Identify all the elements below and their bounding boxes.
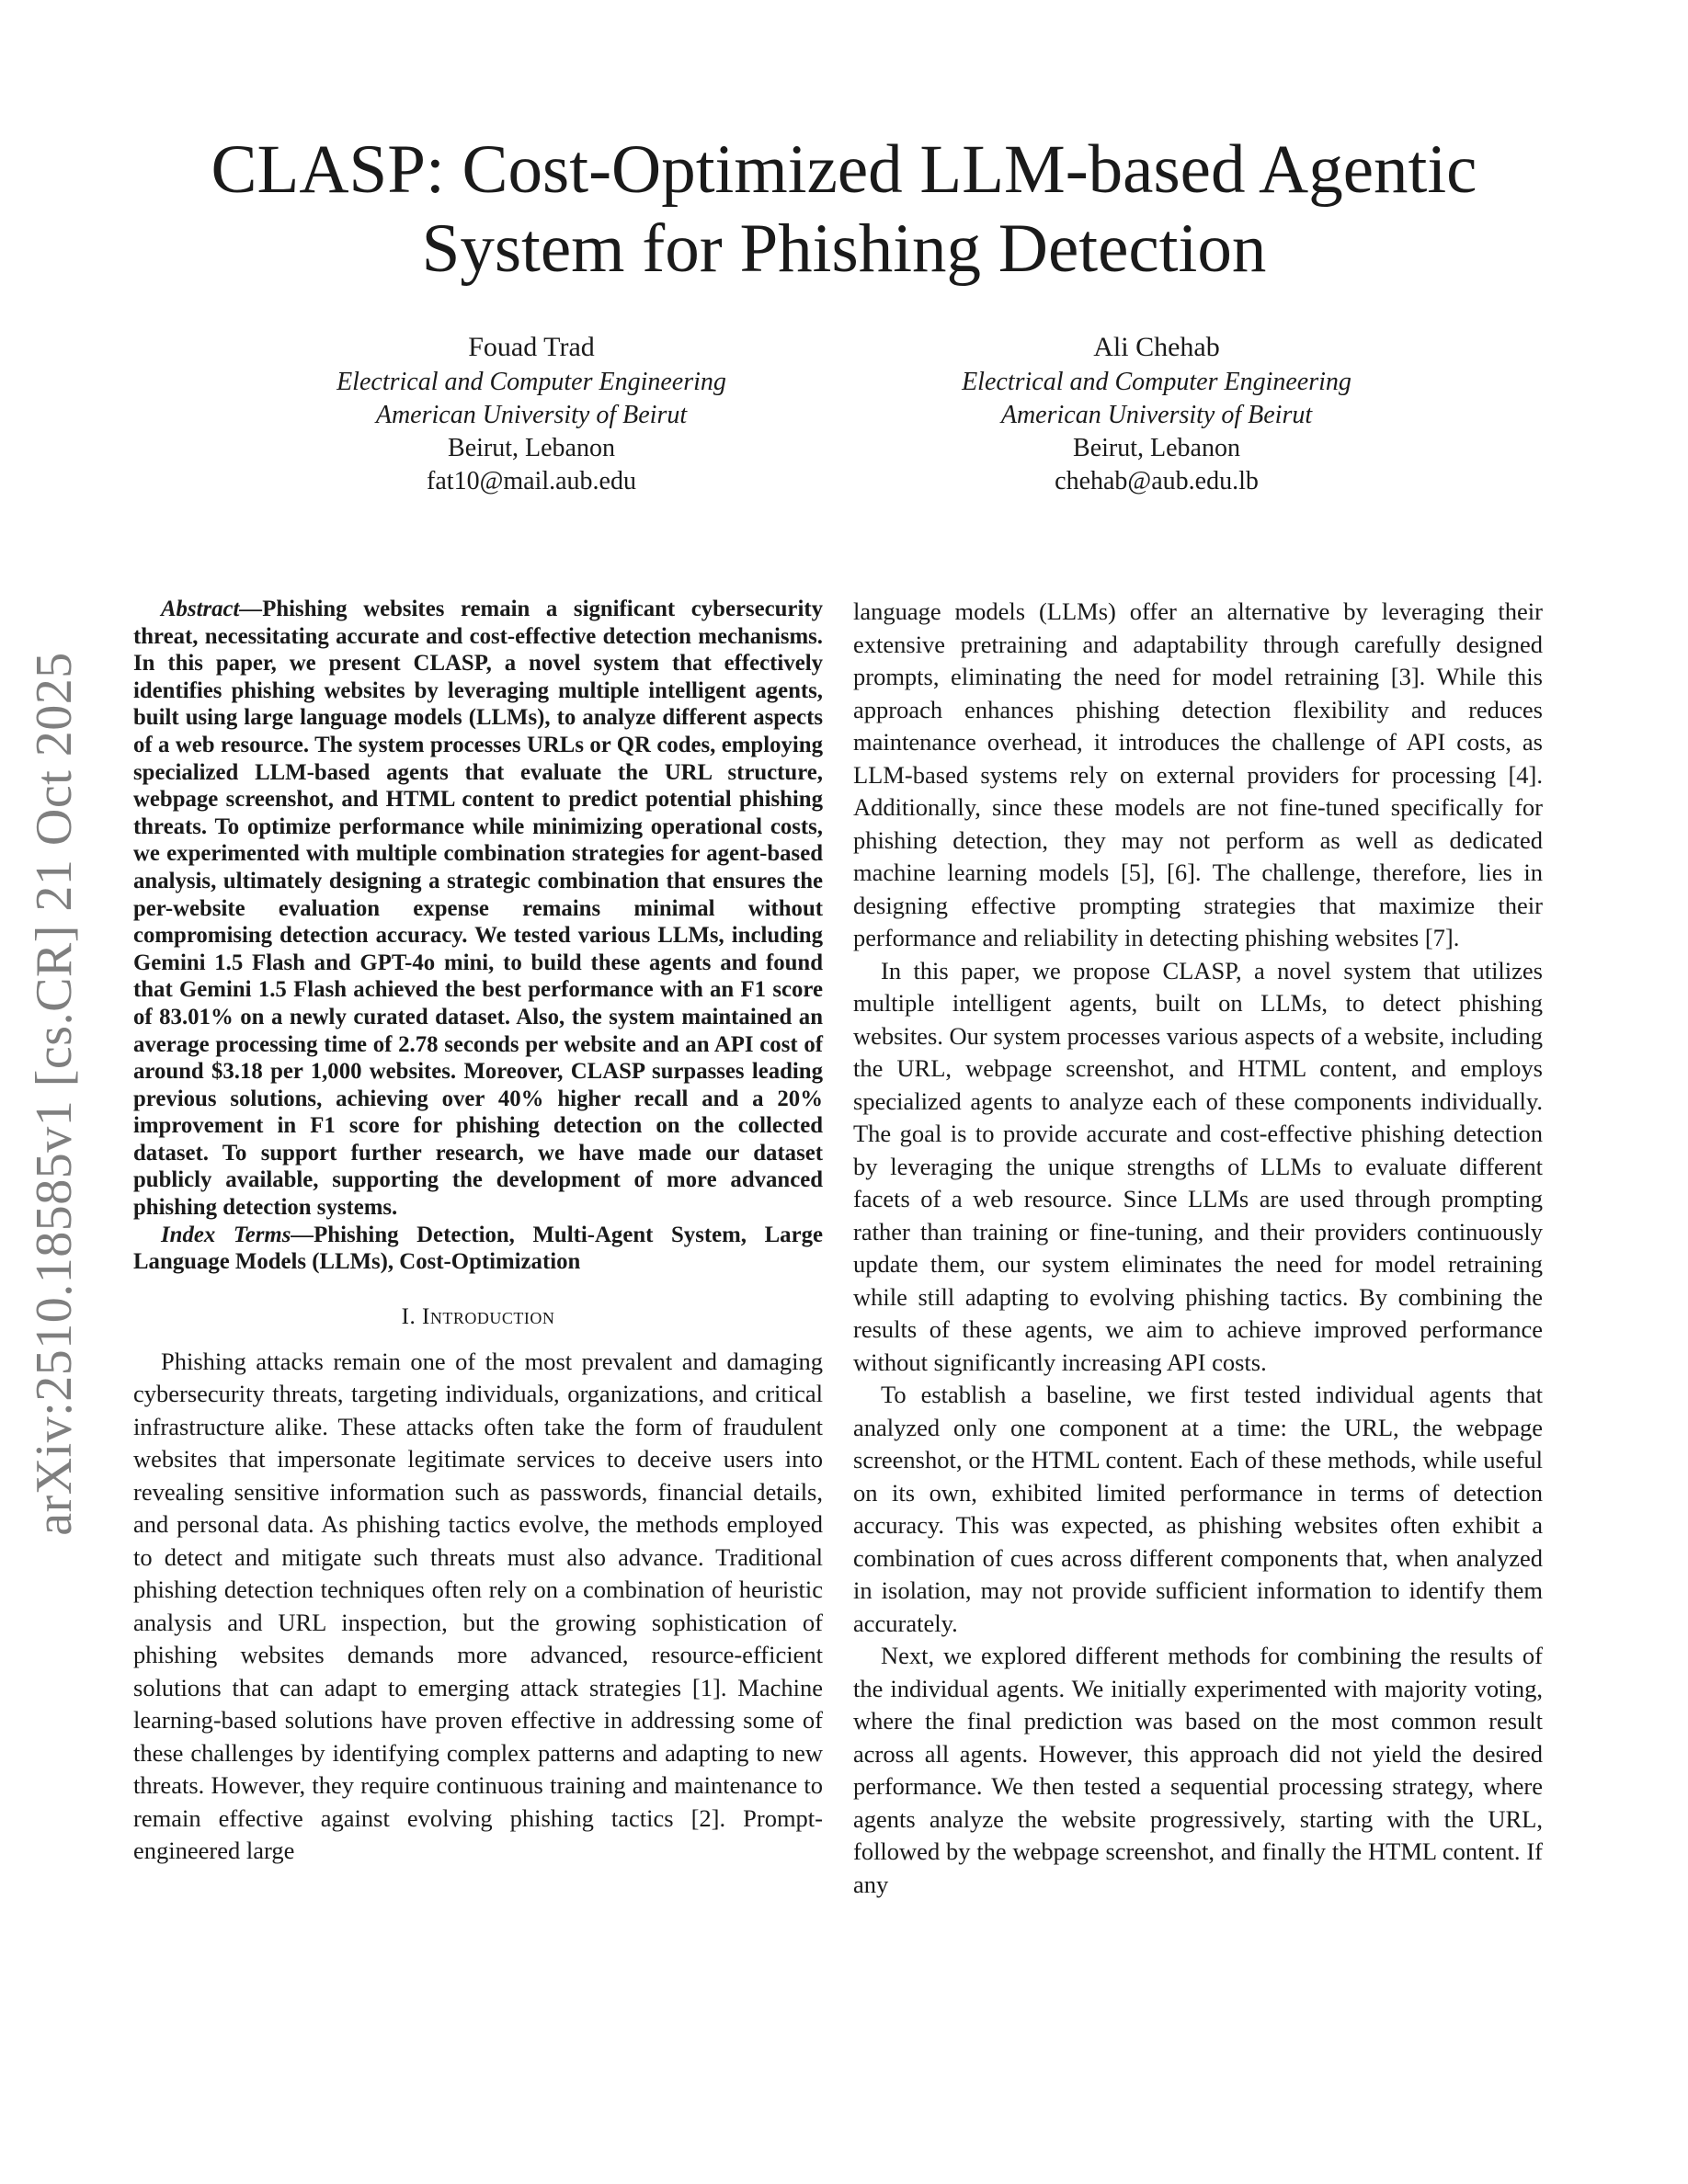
- author-block-2: [835, 329, 1478, 498]
- body-paragraph: Phishing attacks remain one of the most prevalent and damaging cybersecurity threats, targeting individuals, organizations, and critical infrastructure alike. These attacks often take the form of fraudulent websites that impersonate legitimate services to deceive users into revealing sensitive information such as passwords, financial details, and personal data. As phishing tactics evolve, the methods employed to detect and mitigate such threats must also advance. Traditional phishing detection techniques often rely on a combination of heuristic analysis and URL inspection, but the growing sophistication of phishing websites demands more advanced, resource-efficient solutions that can adapt to emerging attack strategies [1]. Machine learning-based solutions have proven effective in addressing some of these challenges by identifying complex patterns and adapting to new threats. However, they require continuous training and maintenance to remain effective against evolving phishing tactics [2]. Prompt-engineered large: [133, 1347, 823, 1865]
- author-institution: American University of Beirut: [1000, 401, 1313, 429]
- abstract-label: Abstract—: [161, 597, 263, 621]
- abstract: [133, 596, 823, 1222]
- author-location: Beirut, Lebanon: [1073, 434, 1240, 462]
- author-block-1: [210, 329, 853, 498]
- author-name: Fouad Trad: [468, 332, 595, 362]
- arxiv-identifier: arXiv:2510.18585v1 [cs.CR] 21 Oct 2025: [26, 652, 83, 1536]
- index-terms: [133, 1222, 823, 1276]
- body-paragraph: Next, we explored different methods for combining the results of the individual agents. We initially experimented with majority voting, where the final prediction was based on the most common result across all agents. However, this approach did not yield the desired performance. We then tested a sequential processing strategy, where agents analyze the website progressively, starting with the URL, followed by the webpage screenshot, and finally the HTML content. If any: [853, 1642, 1543, 1898]
- body-paragraph: In this paper, we propose CLASP, a novel system that utilizes multiple intelligent agents, built on LLMs, to detect phishing websites. Our system processes various aspects of a website, including the URL, webpage screenshot, and HTML content, and employs specialized agents to analyze each of these components individually. The goal is to provide accurate and cost-effective phishing detection by leveraging the unique strengths of LLMs to evaluate different facets of a web resource. Since LLMs are used through prompting rather than training or fine-tuning, and their providers continuously update them, our system eliminates the need for model retraining while still adapting to evolving phishing tactics. By combining the results of these agents, we aim to achieve improved performance without significantly increasing API costs.: [853, 956, 1543, 1376]
- body-paragraph: language models (LLMs) offer an alternative by leveraging their extensive pretraining and adaptability through carefully designed prompts, eliminating the need for model retraining [3]. While this approach enhances phishing detection flexibility and reduces maintenance overhead, it introduces the challenge of API costs, as LLM-based systems rely on external providers for processing [4]. Additionally, since these models are not fine-tuned specifically for phishing detection, they may not perform as well as dedicated machine learning models [5], [6]. The challenge, therefore, lies in designing effective prompting strategies that maximize their performance and reliability in detecting phishing websites [7].: [853, 597, 1543, 951]
- abstract-text: Phishing websites remain a significant cybersecurity threat, necessitating accurate and cost-effective detection mechanisms. In this paper, we present CLASP, a novel system that effectively identifies phishing websites by leveraging multiple intelligent agents, built using large language models (LLMs), to analyze different aspects of a web resource. The system processes URLs or QR codes, employing specialized LLM-based agents that evaluate the URL structure, webpage screenshot, and HTML content to predict potential phishing threats. To optimize performance while minimizing operational costs, we experimented with multiple combination strategies for agent-based analysis, ultimately designing a strategic combination that ensures the per-website evaluation expense remains minimal without compromising detection accuracy. We tested various LLMs, including Gemini 1.5 Flash and GPT-4o mini, to build these agents and found that Gemini 1.5 Flash achieved the best performance with an F1 score of 83.01% on a newly curated dataset. Also, the system maintained an average processing time of 2.78 seconds per website and an API cost of around $3.18 per 1,000 websites. Moreover, CLASP surpasses leading previous solutions, achieving over 40% higher recall and a 20% improvement in F1 score for phishing detection on the collected dataset. To support further research, we have made our dataset publicly available, supporting the development of more advanced phishing detection systems.: [133, 597, 823, 1221]
- index-terms-text: Phishing Detection, Multi-Agent System, Large Language Models (LLMs), Cost-Optimization: [133, 1222, 823, 1275]
- author-name: Ali Chehab: [1093, 332, 1220, 362]
- paper-title: CLASP: Cost-Optimized LLM-based Agentic System for Phishing Detection: [211, 131, 1477, 287]
- body-paragraph: To establish a baseline, we first tested individual agents that analyzed only one component at a time: the URL, the webpage screenshot, or the HTML content. Each of these methods, while useful on its own, exhibited limited performance in terms of detection accuracy. This was expected, as phishing websites often exhibit a combination of cues across different components that, when analyzed in isolation, may not provide sufficient information to identify them accurately.: [853, 1381, 1543, 1637]
- right-column: [853, 596, 1543, 1901]
- author-email: fat10@mail.aub.edu: [427, 467, 636, 495]
- index-terms-label: Index Terms—: [161, 1222, 314, 1247]
- author-location: Beirut, Lebanon: [448, 434, 615, 462]
- left-column: [133, 596, 823, 1868]
- author-department: Electrical and Computer Engineering: [336, 368, 726, 396]
- arxiv-sidebar: [17, 607, 92, 1581]
- author-email: chehab@aub.edu.lb: [1055, 467, 1259, 495]
- section-heading-introduction: I. Introduction: [401, 1303, 555, 1329]
- author-department: Electrical and Computer Engineering: [962, 368, 1352, 396]
- author-institution: American University of Beirut: [375, 401, 688, 429]
